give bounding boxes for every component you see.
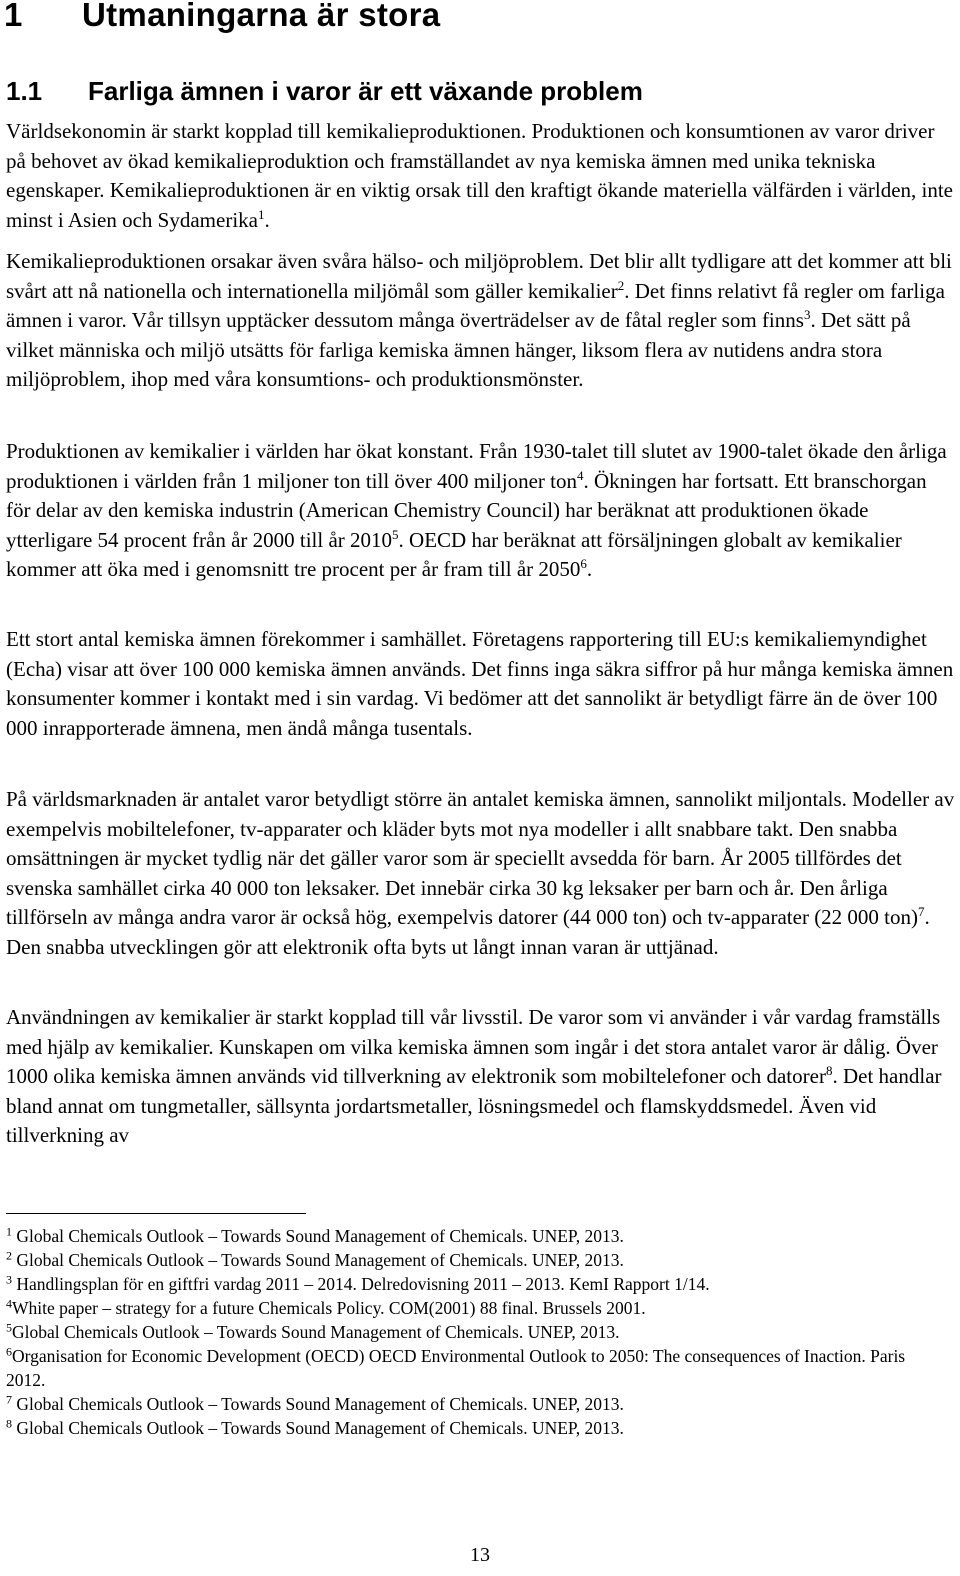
chapter-number: 1 [4,0,23,33]
chapter-heading [4,0,440,34]
section-number: 1.1 [6,76,43,106]
footnote-3: $^3$ Handlingsplan för en giftfri vardag 2011 – 2014. Delredovisning 2011 – 2013. KemI Rapport 1/14. [6,1272,710,1294]
section-title: Farliga ämnen i varor är ett växande problem [88,76,643,106]
footnote-ref-5: 5 [392,526,399,542]
paragraph-3-text: Produktionen av kemikalier i världen har ökat konstant. Från 1930-talet till slutet av 1900-talet ökade den årliga produktionen i världen från 1 miljoner ton till över 400 miljoner ton [6,439,947,493]
footnote-5: $^5$Global Chemicals Outlook – Towards Sound Management of Chemicals. UNEP, 2013. [6,1320,620,1342]
paragraph-1: Världsekonomin är starkt kopplad till kemikalieproduktionen. Produktionen och konsumtionen av varor driver på behovet av ökad kemikalieproduktion och framställandet av nya kemiska ämnen med unika tekniska egenskaper. Kemikalieproduktionen är en viktig orsak till den kraftigt ökande materiella välfärden i världen, inte minst i Asien och Sydamerika$^1$. [6,119,953,232]
paragraph-1-text: Världsekonomin är starkt kopplad till kemikalieproduktionen. Produktionen och konsumtionen av varor driver på behovet av ökad kemikalieproduktion och framställandet av nya kemiska ämnen med unika tekniska egenskaper. Kemikalieproduktionen är en viktig orsak till den kraftigt ökande materiella välfärden i världen, inte minst i Asien och Sydamerika [6,119,953,232]
paragraph-5: På världsmarknaden är antalet varor betydligt större än antalet kemiska ämnen, sannolikt miljontals. Modeller av exempelvis mobiltelefoner, tv-apparater och kläder byts mot nya modeller i allt snabbare takt. Den snabba omsättningen är mycket tydlig när det gäller varor som är speciellt avsedda för barn. År 2005 tillfördes det svenska samhället cirka 40 000 ton leksaker. Det innebär cirka 30 kg leksaker per barn och år. Den årliga tillförseln av många andra varor är också hög, exempelvis datorer (44 000 ton) och tv-apparater (22 000 ton)$^7$. Den snabba utvecklingen gör att elektronik ofta byts ut långt innan varan är uttjänad. [6,787,955,959]
paragraph-5-text: På världsmarknaden är antalet varor betydligt större än antalet kemiska ämnen, sannolikt miljontals. Modeller av exempelvis mobiltelefoner, tv-apparater och kläder byts mot nya modeller i allt snabbare takt. Den snabba omsättningen är mycket tydlig när det gäller varor som är speciellt avsedda för barn. År 2005 tillfördes det svenska samhället cirka 40 000 ton leksaker. Det innebär cirka 30 kg leksaker per barn och år. Den årliga tillförseln av många andra varor är också hög, exempelvis datorer (44 000 ton) och tv-apparater (22 000 ton) [6,787,955,929]
footnote-divider [6,1213,306,1214]
page-number: 13 [470,1544,490,1566]
footnote-ref-1: 1 [257,206,265,222]
footnote-4: $^4$White paper – strategy for a future Chemicals Policy. COM(2001) 88 final. Brussels 2001. [6,1296,646,1318]
paragraph-3: Produktionen av kemikalier i världen har ökat konstant. Från 1930-talet till slutet av 1900-talet ökade den årliga produktionen i världen från 1 miljoner ton till över 400 miljoner ton$^4$. Ökningen har fortsatt. Ett branschorgan för delar av den kemiska industrin (American Chemistry Council) har beräknat att produktionen ökade ytterligare 54 procent från år 2000 till år 2010$^5$. OECD har beräknat att försäljningen globalt av kemikalier kommer att öka med i genomsnitt tre procent per år fram till år 2050$^6$. [6,439,947,581]
footnote-7: $^7$ Global Chemicals Outlook – Towards Sound Management of Chemicals. UNEP, 2013. [6,1392,624,1414]
footnote-ref-4: 4 [576,467,584,483]
paragraph-4 [6,625,956,743]
footnote-ref-8: 8 [825,1063,833,1079]
paragraph-4-text: Ett stort antal kemiska ämnen förekommer i samhället. Företagens rapportering till EU:s kemikaliemyndighet (Echa) visar att över 100 000 kemiska ämnen används. Det finns inga säkra siffror på hur många kemiska ämnen konsumenter kommer i kontakt med i sin vardag. Vi bedömer att det sannolikt är betydligt färre än de över 100 000 inrapporterade ämnena, men ändå många tusentals. [6,627,954,740]
paragraph-6: Användningen av kemikalier är starkt kopplad till vår livsstil. De varor som vi använder i vår vardag framställs med hjälp av kemikalier. Kunskapen om vilka kemiska ämnen som ingår i det stora antalet varor är dålig. Över 1000 olika kemiska ämnen används vid tillverkning av elektronik som mobiltelefoner och datorer$^8$. Det handlar bland annat om tungmetaller, sällsynta jordartsmetaller, lösningsmedel och flamskyddsmedel. Även vid tillverkning av [6,1005,942,1147]
footnote-6: $^6$Organisation for Economic Development (OECD) OECD Environmental Outlook to 2050: The consequences of Inaction. Paris 2012. [6,1344,906,1391]
footnote-1: $^1$ Global Chemicals Outlook – Towards Sound Management of Chemicals. UNEP, 2013. [6,1224,624,1246]
footnote-ref-7: 7 [918,904,925,920]
paragraph-2: Kemikalieproduktionen orsakar även svåra hälso- och miljöproblem. Det blir allt tydligare att det kommer att bli svårt att nå nationella och internationella miljömål som gäller kemikalier$^2$. Det finns relativt få regler om farliga ämnen i varor. Vår tillsyn upptäcker dessutom många överträdelser av de fåtal regler som finns$^3$. Det sätt på vilket människa och miljö utsätts för farliga kemiska ämnen hänger, liksom flera av nutidens andra stora miljöproblem, ihop med våra konsumtions- och produktionsmönster. [6,249,952,391]
paragraph-2-text: Kemikalieproduktionen orsakar även svåra hälso- och miljöproblem. Det blir allt tydligare att det kommer att bli svårt att nå nationella och internationella miljömål som gäller kemikalier [6,249,952,303]
footnote-8: $^8$ Global Chemicals Outlook – Towards Sound Management of Chemicals. UNEP, 2013. [6,1416,624,1438]
paragraph-6-text: Användningen av kemikalier är starkt kopplad till vår livsstil. De varor som vi använder i vår vardag framställs med hjälp av kemikalier. Kunskapen om vilka kemiska ämnen som ingår i det stora antalet varor är dålig. Över 1000 olika kemiska ämnen används vid tillverkning av elektronik som mobiltelefoner och datorer [6,1005,941,1088]
chapter-title: Utmaningarna är stora [82,0,441,33]
footnote-2: $^2$ Global Chemicals Outlook – Towards Sound Management of Chemicals. UNEP, 2013. [6,1248,624,1270]
footnote-ref-3: 3 [803,307,811,323]
section-heading [6,76,643,107]
footnote-ref-2: 2 [617,277,625,293]
footnote-ref-6: 6 [580,556,587,572]
